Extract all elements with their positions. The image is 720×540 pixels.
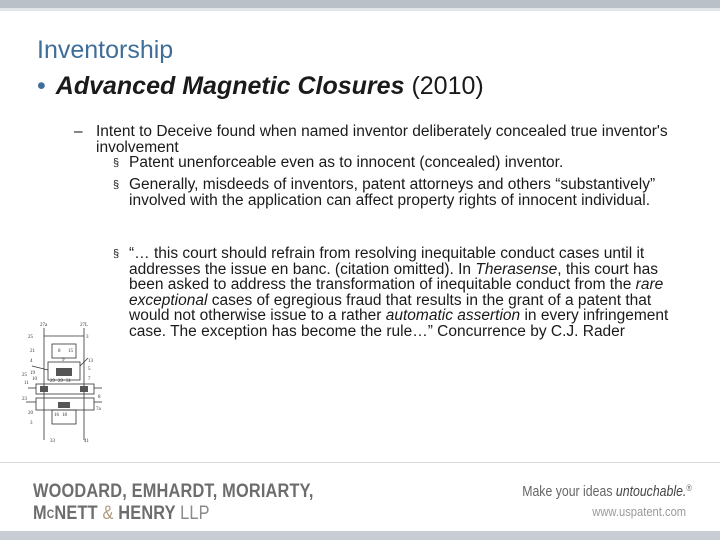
drawing-label: 8 <box>58 349 61 354</box>
emphasis-phrase: automatic assertion <box>385 307 521 324</box>
drawing-label: 3 <box>86 335 89 340</box>
drawing-label: 13 <box>88 359 93 364</box>
drawing-label: 19 <box>30 371 35 376</box>
drawing-label: 3 <box>30 421 33 426</box>
dash-marker: – <box>74 123 83 140</box>
drawing-label: 7 <box>88 377 91 382</box>
slide-title: Inventorship <box>37 36 174 64</box>
drawing-label: 18 <box>62 413 67 418</box>
drawing-label: 41 <box>84 439 89 444</box>
emphasis-phrase: rare exceptional <box>129 276 664 309</box>
case-reference: Therasense <box>475 260 558 278</box>
drawing-label: 15 <box>68 349 73 354</box>
slide-subtitle <box>37 70 484 102</box>
drawing-label: 7a <box>96 407 101 412</box>
drawing-label: 23 <box>22 397 27 402</box>
drawing-label: 33 <box>50 439 55 444</box>
level1-text: Intent to Deceive found when named inventor deliberately concealed true inventor's involvement <box>96 123 668 156</box>
drawing-label: 9 <box>62 358 65 363</box>
drawing-label: 8 <box>98 395 101 400</box>
drawing-label: 31 <box>66 379 71 384</box>
website-link[interactable]: www.uspatent.com <box>592 504 686 519</box>
patent-drawing <box>22 318 107 446</box>
sub-point <box>113 177 683 208</box>
sub-point-text: Generally, misdeeds of inventors, patent attorneys and others “substantively” involved with the application can affect property rights of innocent individual. <box>129 176 656 209</box>
firm-name-line1: WOODARD, EMHARDT, MORIARTY, <box>33 481 314 502</box>
top-banner-accent <box>0 8 720 11</box>
tagline: Make your ideas untouchable.® <box>522 483 692 500</box>
drawing-label: 5 <box>88 367 91 372</box>
square-bullet-icon: § <box>113 157 120 169</box>
square-bullet-icon: § <box>113 179 120 191</box>
footer-divider <box>0 462 720 463</box>
drawing-label: 25 <box>28 335 33 340</box>
drawing-label: 25 <box>22 373 27 378</box>
sub-point <box>113 155 683 171</box>
drawing-label: 29 <box>50 379 55 384</box>
square-bullet-icon: § <box>113 248 120 260</box>
bullet-icon: • <box>37 72 46 100</box>
case-year: (2010) <box>411 72 484 100</box>
drawing-label: 10 <box>32 377 37 382</box>
drawing-label: 16 <box>54 413 59 418</box>
drawing-label: 27L <box>80 323 89 328</box>
drawing-label: 4 <box>30 359 33 364</box>
quote-point <box>113 246 683 339</box>
case-name: Advanced Magnetic Closures <box>55 72 405 100</box>
firm-name-line2: $M^CNETT$ & HENRY LLP <box>33 503 210 524</box>
bottom-banner <box>0 531 720 540</box>
sub-point-text: Patent unenforceable even as to innocent (concealed) inventor. <box>129 154 564 171</box>
drawing-label: 21 <box>30 349 35 354</box>
drawing-label: 27a <box>40 323 48 328</box>
drawing-label: 29 <box>58 379 63 384</box>
drawing-label: 20 <box>28 411 33 416</box>
drawing-label: 11 <box>24 381 29 386</box>
level1-point <box>74 124 684 155</box>
quote-text: “… this court should refrain from resolving inequitable conduct cases until it addresses the issue en banc. (citation omitted). In Therasense, this court has been asked to address the transformation of inequitable conduct from the rare exceptional cases of egregious fraud that results in the grant of a patent that would not otherwise issue to a rather automatic assertion in every infringement case. The exception has become the rule…” Concurrence by C.J. Rader <box>129 245 669 340</box>
firm-logo <box>33 481 314 525</box>
top-banner <box>0 0 720 8</box>
